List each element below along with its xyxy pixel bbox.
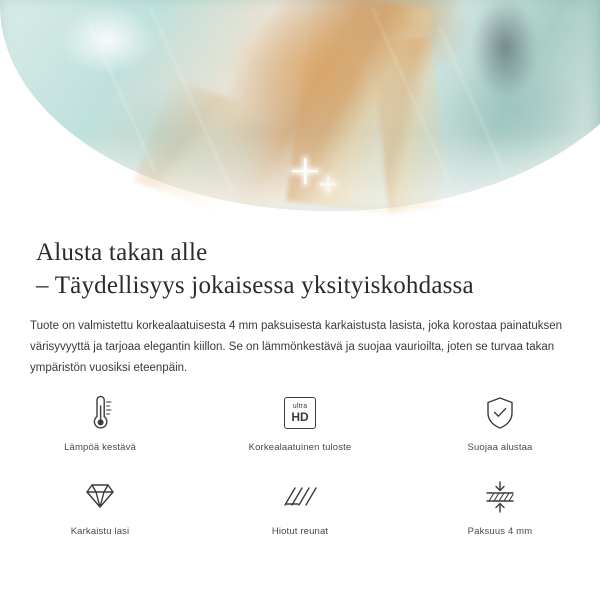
ultra-hd-icon [284,392,316,434]
feature-thickness [400,476,600,550]
hero-marble-texture [0,0,600,222]
description-paragraph: Tuote on valmistettu korkealaatuisesta 4 mm paksuisesta karkaistusta lasista, joka korostaa painatuksen värisyvyyttä ja tarjoaa elegantin kiillon. Se on lämmönkestävä ja suojaa vaurioilta, joten se turvaa takan ympäristön vuosiksi eteenpäin. [30,320,563,374]
polished-edges-icon [282,476,318,518]
feature-caption: Hiotut reunat [271,526,329,537]
feature-grid [0,392,600,550]
shield-check-icon [483,392,517,434]
diamond-icon [81,476,119,518]
headline-line-2: – Täydellisyys jokaisessa yksityiskohdassa [36,272,474,299]
feature-high-quality-print [200,392,400,466]
page-title [0,222,600,302]
feature-caption: Korkealaatuinen tuloste [248,442,352,453]
hero-image [0,0,600,222]
ultra-hd-label-bottom: HD [291,410,309,424]
feature-caption: Suojaa alustaa [467,442,533,453]
feature-heat-resistant [0,392,200,466]
feature-caption: Lämpöä kestävä [64,442,136,453]
feature-caption: Karkaistu lasi [70,526,130,537]
text-content [0,222,600,379]
feature-tempered-glass [0,476,200,550]
headline-line-1: Alusta takan alle [36,239,208,266]
feature-polished-edges [200,476,400,550]
ultra-hd-label-top: ultra [292,403,308,410]
feature-caption: Paksuus 4 mm [467,526,533,537]
thermometer-icon [83,392,117,434]
feature-surface-protection [400,392,600,466]
thickness-arrows-icon [483,476,517,518]
